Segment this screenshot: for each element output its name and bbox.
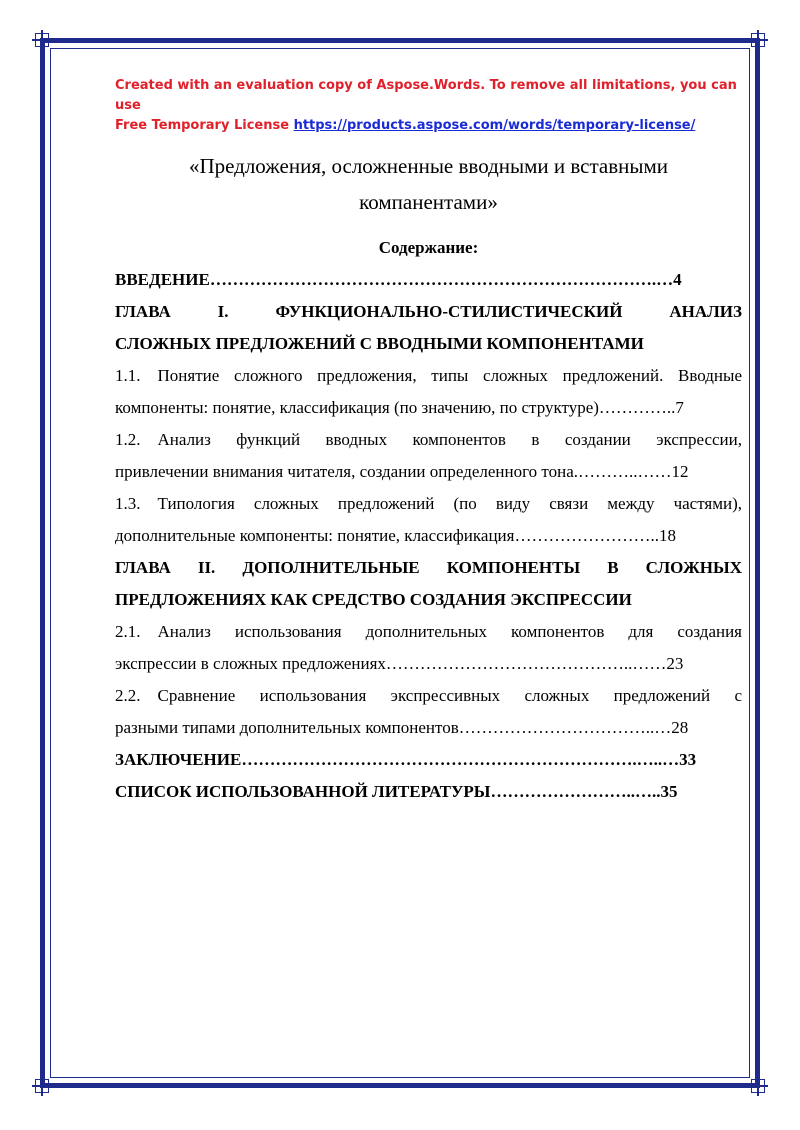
- toc-line: ВВЕДЕНИЕ…………………………………………………………………….…4: [115, 270, 682, 289]
- corner-ornament-bottom-right: [751, 1079, 765, 1093]
- corner-ornament-top-right: [751, 33, 765, 47]
- toc-line: дополнительные компоненты: понятие, классификация……………………..18: [115, 526, 676, 545]
- corner-ornament-top-left: [35, 33, 49, 47]
- toc-line: компоненты: понятие, классификация (по значению, по структуре)…………..7: [115, 398, 684, 417]
- toc-line: 2.2. Сравнение использования экспрессивных сложных предложений с: [115, 686, 742, 705]
- document-title: [115, 148, 742, 220]
- toc-line: СПИСОК ИСПОЛЬЗОВАННОЙ ЛИТЕРАТУРЫ……………………..…..35: [115, 782, 678, 801]
- toc-line: ЗАКЛЮЧЕНИЕ…………………………………………………………….…..…33: [115, 750, 697, 769]
- toc-heading: Содержание:: [378, 238, 479, 257]
- temporary-license-link[interactable]: https://products.aspose.com/words/temporary-license/: [293, 118, 696, 133]
- evaluation-notice-prefix: Free Temporary License: [115, 118, 294, 133]
- title-line-2: компанентами»: [359, 190, 498, 214]
- corner-ornament-bottom-left: [35, 1079, 49, 1093]
- toc-line: 1.3. Типология сложных предложений (по виду связи между частями),: [115, 494, 742, 513]
- toc-line: разными типами дополнительных компонентов……………………………..…28: [115, 718, 689, 737]
- toc-line: СЛОЖНЫХ ПРЕДЛОЖЕНИЙ С ВВОДНЫМИ КОМПОНЕНТАМИ: [115, 334, 644, 353]
- toc-line: экспрессии в сложных предложениях……………………………………..……23: [115, 654, 684, 673]
- table-of-contents: [115, 264, 742, 808]
- evaluation-notice: [115, 76, 742, 136]
- toc-line: привлечении внимания читателя, создании определенного тона.………..……12: [115, 462, 689, 481]
- title-line-1: «Предложения, осложненные вводными и вставными: [188, 154, 669, 178]
- document-body: [115, 76, 742, 808]
- toc-line: 1.1. Понятие сложного предложения, типы сложных предложений. Вводные: [115, 366, 742, 385]
- evaluation-notice-line2: [115, 116, 742, 136]
- toc-line: 2.1. Анализ использования дополнительных компонентов для создания: [115, 622, 742, 641]
- toc-line: 1.2. Анализ функций вводных компонентов в создании экспрессии,: [115, 430, 742, 449]
- toc-line: ГЛАВА I. ФУНКЦИОНАЛЬНО-СТИЛИСТИЧЕСКИЙ АНАЛИЗ: [115, 302, 742, 321]
- evaluation-notice-line1: Created with an evaluation copy of Aspose.Words. To remove all limitations, you can use: [115, 78, 737, 113]
- toc-line: ПРЕДЛОЖЕНИЯХ КАК СРЕДСТВО СОЗДАНИЯ ЭКСПРЕССИИ: [115, 590, 632, 609]
- toc-line: ГЛАВА II. ДОПОЛНИТЕЛЬНЫЕ КОМПОНЕНТЫ В СЛОЖНЫХ: [115, 558, 742, 577]
